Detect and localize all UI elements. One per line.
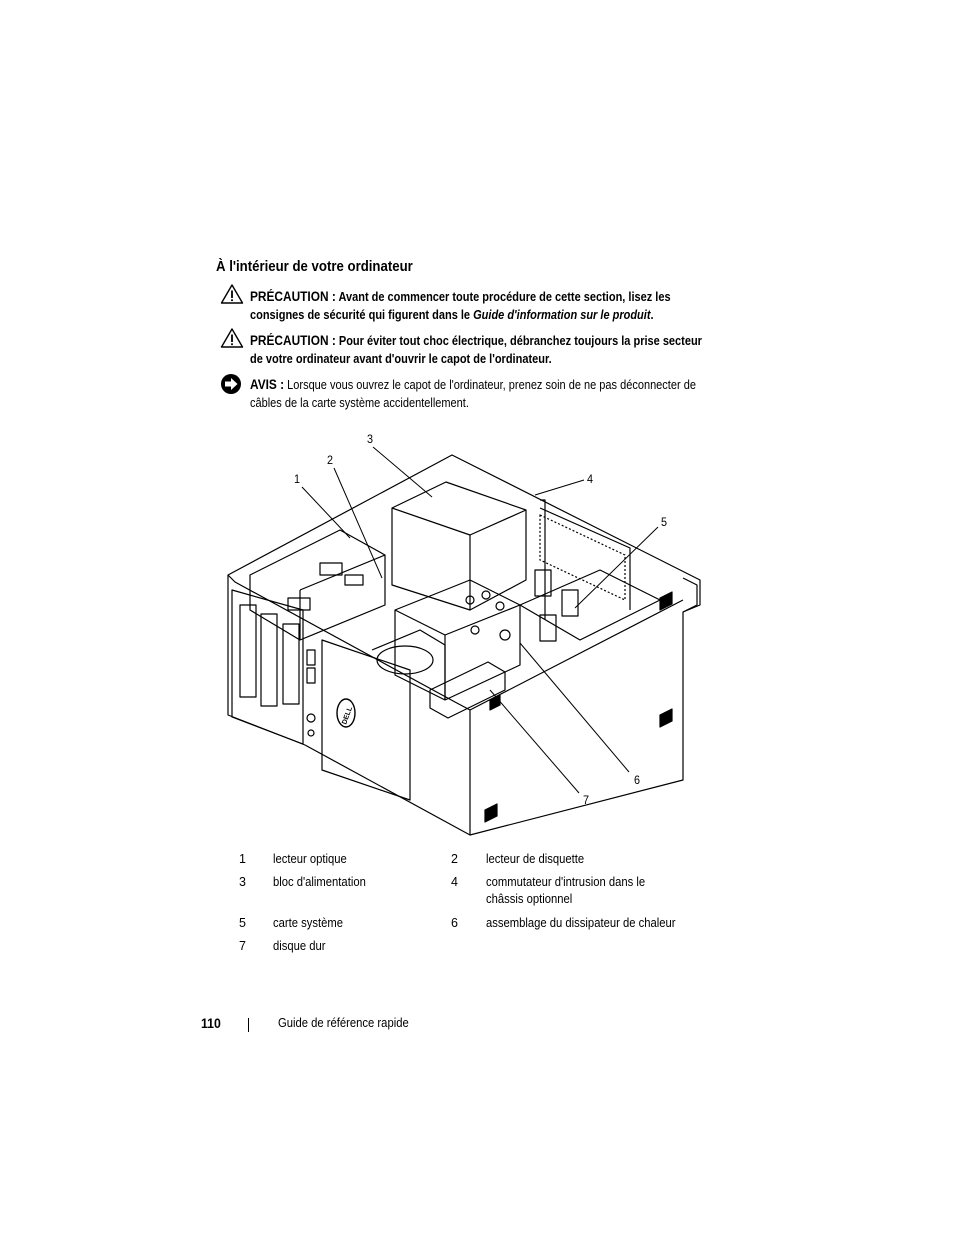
legend-label: bloc d'alimentation	[273, 875, 366, 889]
legend-label: assemblage du dissipateur de chaleur	[486, 916, 676, 930]
notice-lead: AVIS :	[250, 377, 285, 392]
footer-separator	[248, 1018, 249, 1032]
legend-number: 2	[451, 852, 458, 866]
legend-label: commutateur d'intrusion dans le châssis optionnel	[486, 875, 646, 906]
callout-leader-6	[520, 643, 629, 772]
caution-text: Avant de commencer toute procédure de cette section, lisez les consignes de sécurité qui figurent dans le	[250, 290, 671, 322]
caution-text-end: .	[650, 308, 654, 322]
callout-1: 1	[294, 472, 301, 486]
callout-4: 4	[587, 472, 594, 486]
notice-text: Lorsque vous ouvrez le capot de l'ordinateur, prenez soin de ne pas déconnecter de câbles de la carte système accidentellement.	[250, 378, 696, 410]
dell-logo: DELL	[341, 705, 355, 726]
callout-5: 5	[661, 515, 668, 529]
legend-number: 4	[451, 875, 458, 889]
caution-text: Pour éviter tout choc électrique, débranchez toujours la prise secteur de votre ordinateur avant d'ouvrir le capot de l'ordinateur.	[250, 334, 702, 366]
footer-title: Guide de référence rapide	[278, 1016, 409, 1030]
callout-leader-7	[490, 690, 579, 793]
legend-number: 3	[239, 875, 246, 889]
legend-label: lecteur de disquette	[486, 852, 585, 866]
callout-6: 6	[634, 773, 641, 787]
callout-leader-3	[373, 447, 432, 497]
legend-number: 1	[239, 852, 246, 866]
callout-2: 2	[327, 453, 334, 467]
product-guide-title: Guide d'information sur le produit	[473, 308, 651, 322]
legend-number: 6	[451, 916, 458, 930]
callout-leader-2	[334, 468, 382, 578]
legend-label: lecteur optique	[273, 852, 347, 866]
callout-leader-1	[302, 487, 350, 538]
legend-label: disque dur	[273, 939, 326, 953]
callout-7: 7	[583, 793, 590, 807]
legend-number: 5	[239, 916, 246, 930]
section-heading: À l'intérieur de votre ordinateur	[216, 258, 413, 275]
callout-3: 3	[367, 432, 374, 446]
caution-lead: PRÉCAUTION :	[250, 333, 336, 348]
caution-lead: PRÉCAUTION :	[250, 289, 336, 304]
callout-leader-4	[535, 480, 584, 495]
legend-label: carte système	[273, 916, 344, 930]
legend-number: 7	[239, 939, 246, 953]
page-number: 110	[201, 1015, 221, 1031]
